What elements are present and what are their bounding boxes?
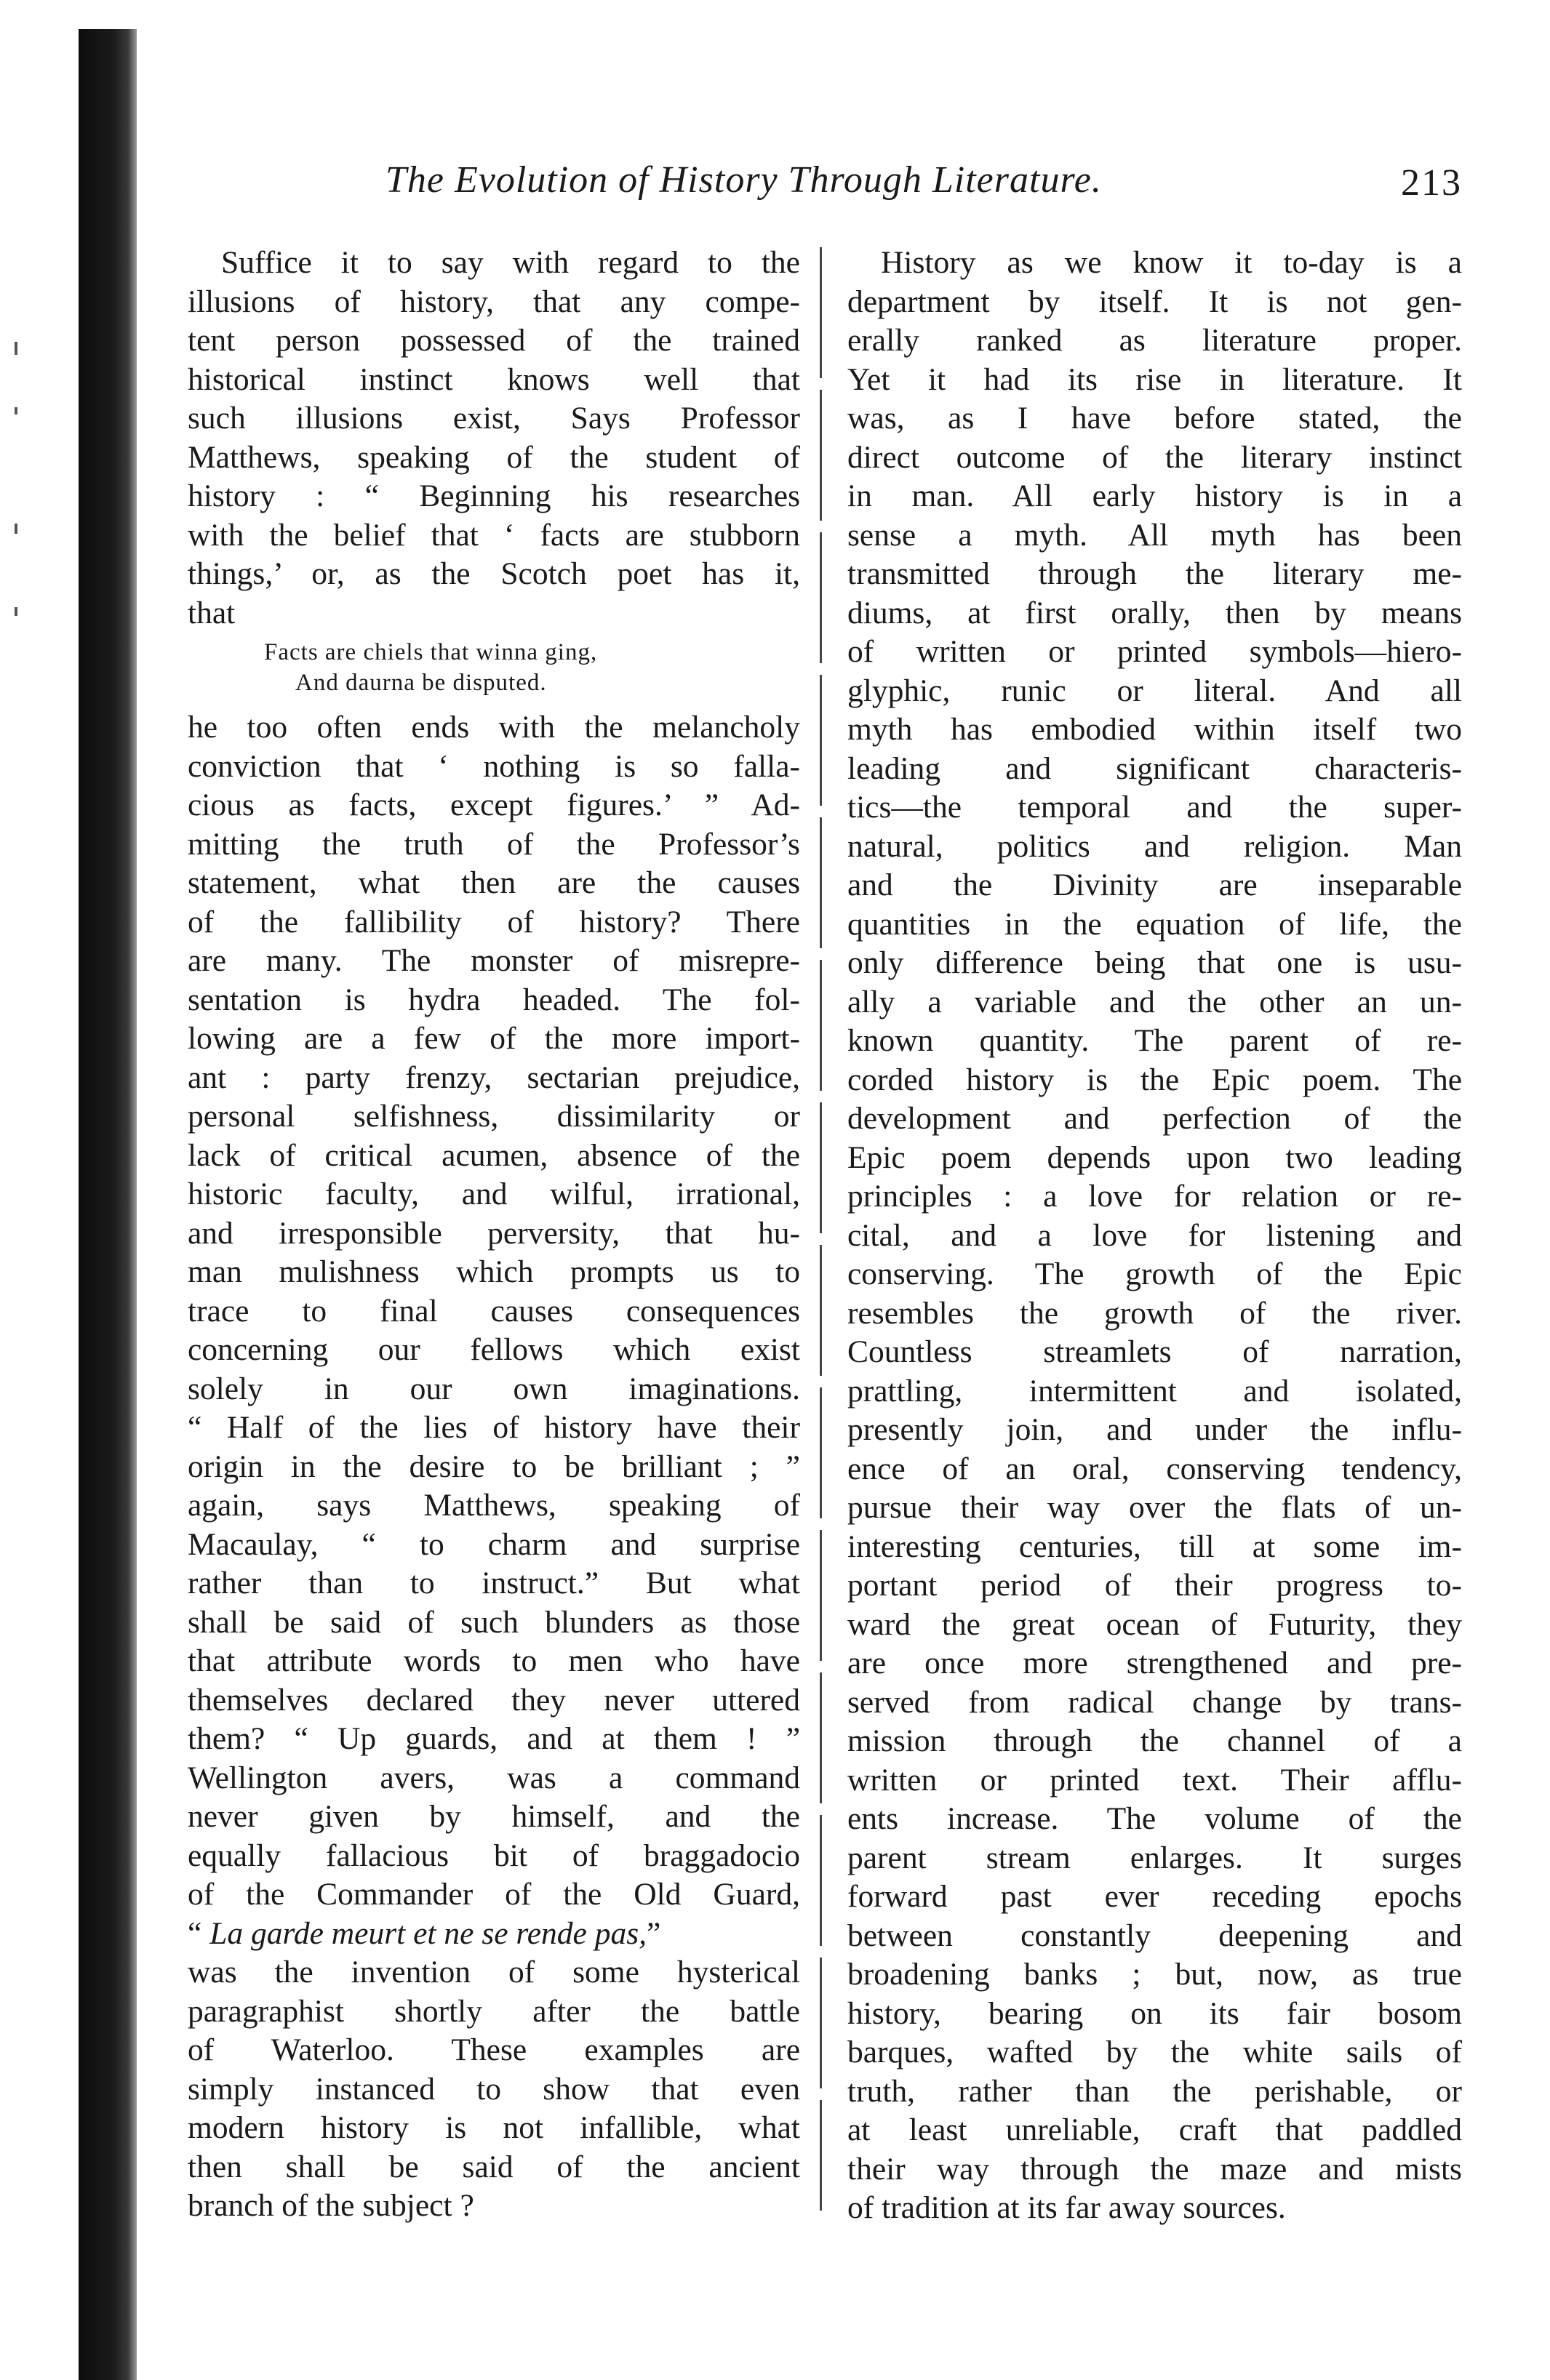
text-line: personal selfishness, dissimilarity or	[188, 1099, 800, 1134]
text-line: that attribute words to men who have	[188, 1643, 800, 1678]
page-number: 213	[1401, 162, 1462, 204]
text-line: at least unreliable, craft that paddled	[847, 2112, 1462, 2147]
french-quote: La garde meurt et ne se rende pas,	[209, 1915, 647, 1951]
verse-line: And daurna be disputed.	[295, 670, 547, 696]
text-line: that	[188, 595, 236, 630]
text-line: Countless streamlets of narration,	[847, 1334, 1462, 1369]
text-line: with the belief that ‘ facts are stubborn	[188, 517, 800, 553]
text-line: sentation is hydra headed. The fol-	[188, 982, 800, 1017]
text-line: tics—the temporal and the super-	[847, 790, 1462, 825]
text-line: “ Half of the lies of history have their	[188, 1410, 800, 1445]
text-line: portant period of their progress to-	[847, 1568, 1462, 1603]
page-edge-mark	[15, 607, 17, 616]
french-quote-line	[188, 1915, 800, 1954]
text-line: Wellington avers, was a command	[188, 1760, 800, 1795]
text-line: shall be said of such blunders as those	[188, 1604, 800, 1640]
text-line: interesting centuries, till at some im-	[847, 1528, 1462, 1564]
text-line: erally ranked as literature proper.	[847, 323, 1462, 358]
text-line: lowing are a few of the more import-	[188, 1021, 800, 1056]
text-line: ents increase. The volume of the	[847, 1801, 1462, 1836]
running-head	[385, 159, 1462, 217]
text-line: was, as I have before stated, the	[847, 401, 1462, 436]
text-line: leading and significant characteris-	[847, 750, 1462, 786]
text-line: written or printed text. Their afflu-	[847, 1762, 1462, 1798]
text-line: prattling, intermittent and isolated,	[847, 1373, 1462, 1409]
text-line: cital, and a love for listening and	[847, 1217, 1462, 1253]
text-line: ally a variable and the other an un-	[847, 984, 1462, 1019]
text-line: of the fallibility of history? There	[188, 904, 800, 939]
paragraph	[188, 244, 800, 633]
page-edge-mark	[15, 524, 17, 534]
text-line: and irresponsible perversity, that hu-	[188, 1215, 800, 1251]
right-column	[847, 244, 1462, 2228]
text-line: conserving. The growth of the Epic	[847, 1257, 1462, 1291]
book-binding-edge	[79, 29, 137, 2380]
text-line: historical instinct knows well that	[188, 361, 800, 397]
text-line: man mulishness which prompts us to	[188, 1254, 800, 1289]
text-line: historic faculty, and wilful, irrational,	[188, 1177, 800, 1211]
text-line: between constantly deepening and	[847, 1918, 1462, 1953]
text-line: conviction that ‘ nothing is so falla-	[188, 748, 800, 784]
text-line: things,’ or, as the Scotch poet has it,	[188, 556, 800, 591]
text-line: natural, politics and religion. Man	[847, 828, 1462, 864]
text-line: sense a myth. All myth has been	[847, 517, 1462, 553]
text-line: development and perfection of the	[847, 1101, 1462, 1136]
text-line: direct outcome of the literary instinct	[847, 439, 1462, 475]
text-line: cious as facts, except figures.’ ” Ad-	[188, 788, 800, 822]
text-line: glyphic, runic or literal. And all	[847, 673, 1462, 708]
text-line: of the Commander of the Old Guard,	[188, 1877, 800, 1912]
text-line: parent stream enlarges. It surges	[847, 1840, 1462, 1875]
verse-quote	[188, 637, 800, 698]
text-line: Macaulay, “ to charm and surprise	[188, 1526, 800, 1562]
text-line: tent person possessed of the trained	[188, 323, 800, 358]
text-line: was the invention of some hysterical	[188, 1955, 800, 1990]
close-quote: ”	[647, 1915, 661, 1951]
text-line: never given by himself, and the	[188, 1799, 800, 1834]
text-line: trace to final causes consequences	[188, 1293, 800, 1329]
text-line: pursue their way over the flats of un-	[847, 1490, 1462, 1525]
text-line: presently join, and under the influ-	[847, 1412, 1462, 1447]
text-line: quantities in the equation of life, the	[847, 906, 1462, 942]
text-line: modern history is not infallible, what	[188, 2110, 800, 2145]
text-line: of tradition at its far away sources.	[847, 2190, 1286, 2225]
text-line: history : “ Beginning his researches	[188, 478, 800, 513]
page-edge-mark	[15, 342, 17, 355]
paragraph	[847, 244, 1462, 2228]
text-line: Suffice it to say with regard to the	[221, 245, 800, 280]
verse-line: Facts are chiels that winna ging,	[264, 639, 598, 665]
text-line: resembles the growth of the river.	[847, 1295, 1462, 1331]
text-line: lack of critical acumen, absence of the	[188, 1137, 800, 1173]
text-line: again, says Matthews, speaking of	[188, 1488, 800, 1523]
text-line: branch of the subject ?	[188, 2188, 474, 2223]
text-line: of written or printed symbols—hiero-	[847, 634, 1462, 669]
text-line: themselves declared they never uttered	[188, 1682, 800, 1718]
text-line: concerning our fellows which exist	[188, 1332, 800, 1367]
text-line: in man. All early history is in a	[847, 478, 1462, 513]
text-line: ence of an oral, conserving tendency,	[847, 1451, 1462, 1486]
left-column	[188, 244, 800, 2226]
text-line: Yet it had its rise in literature. It	[847, 361, 1462, 397]
text-line: mitting the truth of the Professor’s	[188, 826, 800, 862]
text-line: ward the great ocean of Futurity, they	[847, 1606, 1462, 1642]
text-line: history, bearing on its fair bosom	[847, 1995, 1462, 2031]
text-line: them? “ Up guards, and at them ! ”	[188, 1721, 800, 1756]
text-line: rather than to instruct.” But what	[188, 1566, 800, 1600]
paragraph	[188, 708, 800, 2226]
text-line: corded history is the Epic poem. The	[847, 1062, 1462, 1097]
column-divider	[820, 247, 822, 2211]
text-line: barques, wafted by the white sails of	[847, 2035, 1462, 2070]
text-line: broadening banks ; but, now, as true	[847, 1957, 1462, 1992]
text-line: myth has embodied within itself two	[847, 712, 1462, 747]
text-line: are many. The monster of misrepre-	[188, 943, 800, 978]
text-line: their way through the maze and mists	[847, 2151, 1462, 2187]
text-line: then shall be said of the ancient	[188, 2149, 800, 2184]
text-line: solely in our own imaginations.	[188, 1371, 800, 1406]
text-line: illusions of history, that any compe-	[188, 284, 800, 319]
text-line: simply instanced to show that even	[188, 2071, 800, 2107]
text-line: origin in the desire to be brilliant ; ”	[188, 1449, 800, 1484]
text-line: are once more strengthened and pre-	[847, 1646, 1462, 1680]
open-quote: “	[188, 1915, 210, 1951]
running-title: The Evolution of History Through Literature.	[385, 159, 1102, 201]
text-line: only difference being that one is usu-	[847, 945, 1462, 980]
text-line: and the Divinity are inseparable	[847, 868, 1462, 902]
text-line: diums, at first orally, then by means	[847, 595, 1462, 630]
text-line: ant : party frenzy, sectarian prejudice,	[188, 1059, 800, 1095]
text-line: served from radical change by trans-	[847, 1684, 1462, 1720]
text-line: of Waterloo. These examples are	[188, 2032, 800, 2067]
text-line: such illusions exist, Says Professor	[188, 401, 800, 436]
text-line: truth, rather than the perishable, or	[847, 2073, 1462, 2109]
text-line: equally fallacious bit of braggadocio	[188, 1838, 800, 1873]
page-edge-mark	[15, 407, 17, 414]
text-line: statement, what then are the causes	[188, 865, 800, 900]
text-line: Epic poem depends upon two leading	[847, 1139, 1462, 1175]
text-line: department by itself. It is not gen-	[847, 284, 1462, 319]
text-line: principles : a love for relation or re-	[847, 1179, 1462, 1214]
text-line: transmitted through the literary me-	[847, 556, 1462, 591]
text-line: mission through the channel of a	[847, 1723, 1462, 1758]
text-line: he too often ends with the melancholy	[188, 710, 800, 745]
text-line: known quantity. The parent of re-	[847, 1023, 1462, 1058]
text-line: paragraphist shortly after the battle	[188, 1993, 800, 2029]
text-line: History as we know it to-day is a	[881, 245, 1462, 280]
text-line: Matthews, speaking of the student of	[188, 439, 800, 475]
text-line: forward past ever receding epochs	[847, 1879, 1462, 1914]
